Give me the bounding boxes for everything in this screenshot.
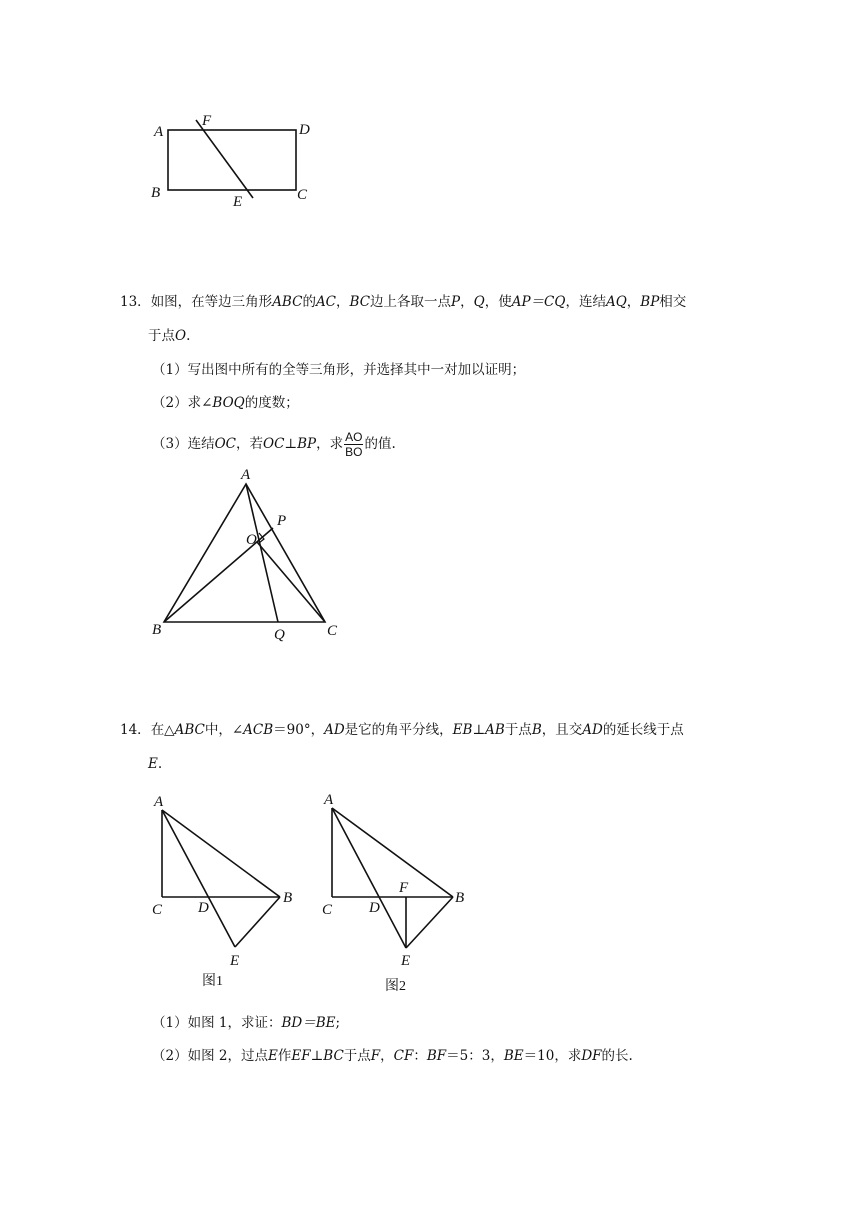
figure-1 [140,788,310,998]
label-a: A [324,792,334,808]
label-a: A [154,124,164,140]
rectangle-figure [140,105,340,215]
q14-line-2: E. [148,756,163,772]
caption-figure-1: 图1 [202,974,223,989]
segment-fe [196,120,253,198]
segment-aq [246,484,278,622]
q14-sub-2: （2）如图 2，过点E作EF⊥BC于点F，CF：BF＝5：3，BE＝10，求DF的长. [152,1048,633,1064]
q14-sub-1: （1）如图 1，求证：BD＝BE; [152,1015,341,1031]
q13-number: 13． [120,294,151,310]
label-a: A [241,467,251,483]
label-c: C [152,902,163,918]
q14-number: 14． [120,722,151,738]
label-a: A [154,794,164,810]
label-c: C [322,902,333,918]
label-f: F [202,113,212,129]
label-o: O [246,532,257,548]
segment-oc [257,542,325,622]
q13-sub-2: （2）求∠BOQ的度数； [152,395,299,411]
label-q: Q [274,627,285,643]
q13-sub-1: （1）写出图中所有的全等三角形，并选择其中一对加以证明； [152,362,526,378]
fraction-ao-bo [344,430,363,459]
label-d: D [369,900,380,916]
rectangle-abcd [168,130,296,190]
label-b: B [151,185,161,201]
label-p: P [277,513,287,529]
label-b: B [455,890,465,906]
segment-ae [332,808,406,948]
segment-ab [162,810,280,897]
segment-be [406,897,453,948]
q13-sub-3: （3）连结OC，若OC⊥BP，求 $\frac{AO}{BO}$ 的值. [152,430,396,459]
label-b: B [152,622,162,638]
fraction-denominator: BO [345,445,363,459]
segment-be [235,897,280,947]
label-f: F [399,880,409,896]
label-d: D [299,122,310,138]
label-d: D [198,900,209,916]
label-e: E [230,953,240,969]
fraction-numerator: AO [345,430,363,444]
segment-ab [332,808,453,897]
label-c: C [327,623,338,639]
label-b: B [283,890,293,906]
q14-line-1: 14．在△ABC中，∠ACB＝90°，AD是它的角平分线，EB⊥AB于点B，且交AD的延长线于点 [120,722,684,738]
label-e: E [233,194,243,210]
caption-figure-2: 图2 [385,979,406,994]
figure-2 [310,788,480,998]
label-c: C [297,187,308,203]
q13-line-2: 于点O. [148,328,191,344]
q13-line-1: 13．如图，在等边三角形ABC的AC，BC边上各取一点P，Q，使AP＝CQ，连结AQ，BP相交 [120,294,687,310]
segment-ae [162,810,235,947]
triangle-abc-figure [140,462,360,647]
label-e: E [401,953,411,969]
